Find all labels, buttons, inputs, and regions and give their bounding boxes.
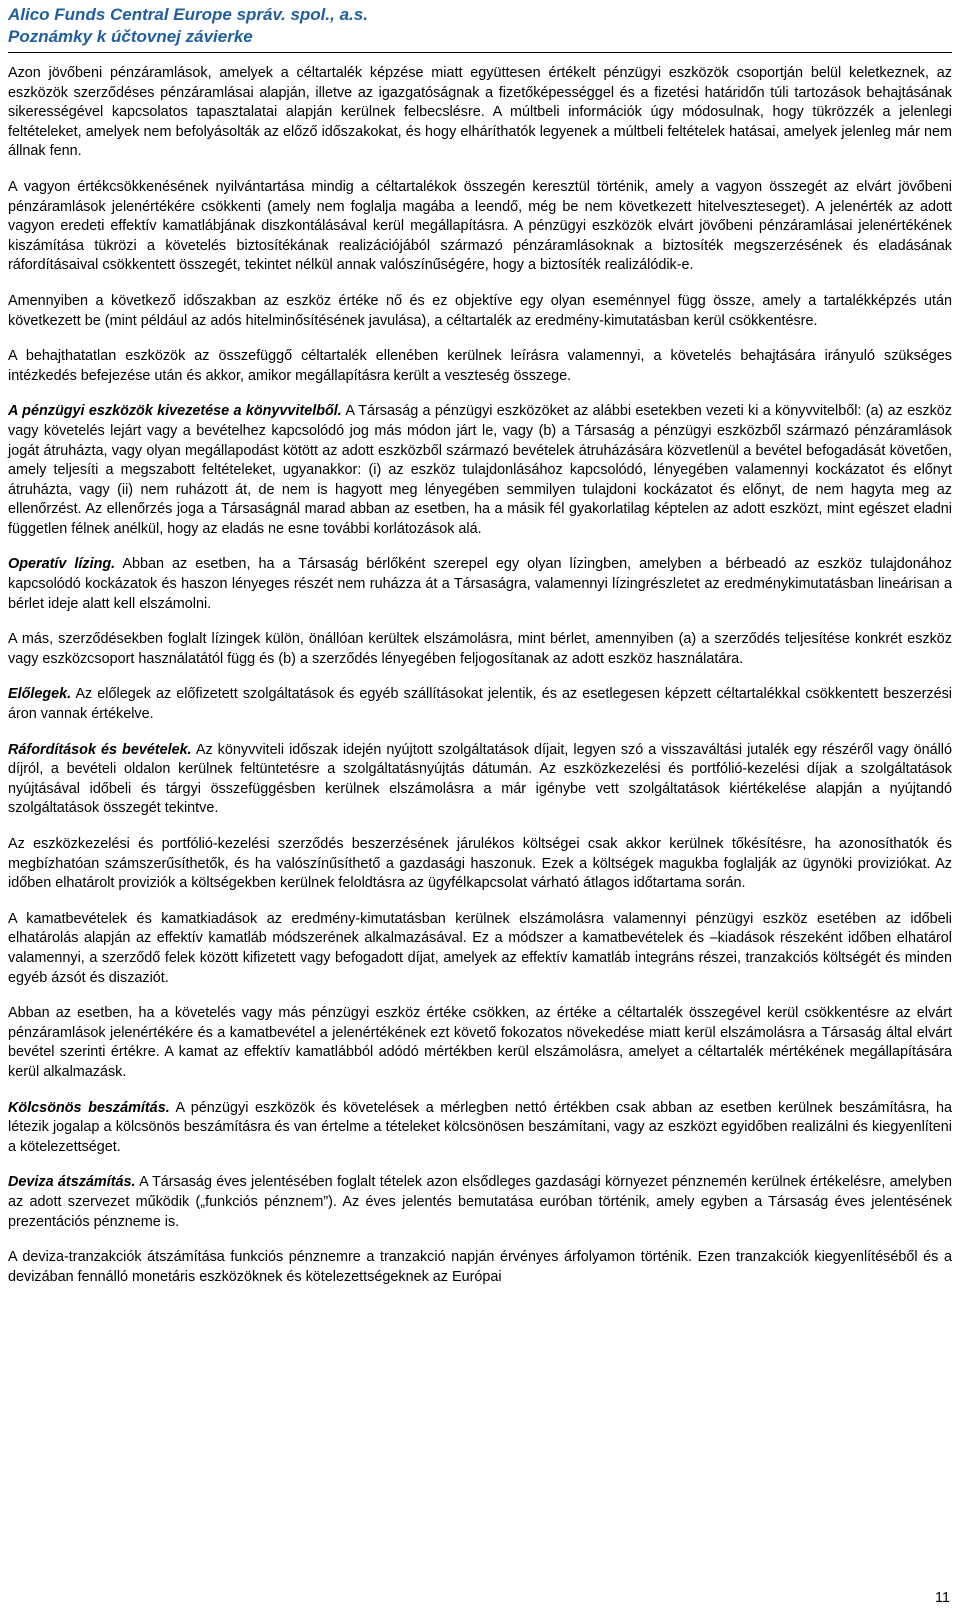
paragraph-text: A vagyon értékcsökkenésének nyilvántartása mindig a céltartalékok összegén keresztül történik, amely a vagyon összegét az elvárt jövőbeni pénzáramlások jelenértékére csökkenti (amely nem foglalja magába a leendő, még be nem következett hitelveszteseget). A jelenérték az adott vagyon eredeti effektív kamatlábjának diszkontálásával kerül megállapításra. A pénzügyi eszközök elvárt jövőbeni pénzáramlásai jelenértékének kiszámítása tükrözi a követelés biztosítékának realizációjából származó pénzáramlásoknak a biztosíték megszerzésének és eladásának ráfordításaival csökkentett összegét, tekintet nélkül annak valószínűségére, hogy a biztosíték realizálódik-e.: [8, 178, 952, 274]
paragraph: [8, 347, 952, 386]
paragraph-text: Amennyiben a következő időszakban az eszköz értéke nő és ez objektíve egy olyan eseménnyel függ össze, amely a tartalékképzés után következett be (mint például az adós hitelminősítésének javulása), a céltartalék az eredmény-kimutatásban kerül csökkentésre.: [8, 292, 952, 329]
paragraph: [8, 292, 952, 331]
paragraph: [8, 64, 952, 162]
paragraph: [8, 178, 952, 276]
paragraph-heading: Deviza átszámítás.: [8, 1174, 136, 1191]
paragraph-heading: A pénzügyi eszközök kivezetése a könyvvitelből.: [8, 403, 342, 420]
paragraph-text: A más, szerződésekben foglalt lízingek külön, önállóan kerültek elszámolásra, mint bérlet, amennyiben (a) a szerződés teljesítése konkrét eszköz vagy eszközcsoport használatától függ és (b) a szerződés lényegében feljogosítanak az adott eszköz használatára.: [8, 631, 952, 667]
paragraph-heading: Operatív lízing.: [8, 556, 116, 573]
header-rule: [8, 52, 952, 53]
page-header: [8, 4, 952, 48]
paragraph: [8, 402, 952, 539]
paragraph-text: A pénzügyi eszközök és követelések a mérlegben nettó értékben csak abban az esetben kerülnek beszámításra, ha létezik jogalap a kölcsönös beszámításra és van értelme a tételeket kölcsönösen beszámítani, vagy az eszközt egyidőben realizálni és kiegyenlíteni a kötelezettséget.: [8, 1099, 952, 1155]
paragraph-text: A behajthatatlan eszközök az összefüggő céltartalék ellenében kerülnek leírásra valamennyi, a követelés behajtására irányuló szükséges intézkedés befejezése után és akkor, amikor megállapításra került a veszteség összege.: [8, 348, 952, 384]
paragraph: [8, 685, 952, 724]
company-name: Alico Funds Central Europe správ. spol., a.s.: [8, 5, 368, 24]
paragraph: [8, 1248, 952, 1287]
paragraph-text: Abban az esetben, ha a követelés vagy más pénzügyi eszköz értéke csökken, az értéke a céltartalék összegével kerül csökkentésre az elvárt pénzáramlások jelenértékére és a kamatbevétel a jelenértékének ezt követő fokozatos növekedése miatt kerül elszámolásra a Társaság által elvárt bevétel szerinti értékre. A kamat az effektív kamatlábból adódó mértékben kerül elszámolásra, amelyet a céltartalék mértékének megállapítására kerül alkalmazásk.: [8, 1005, 952, 1080]
paragraph-text: A kamatbevételek és kamatkiadások az eredmény-kimutatásban kerülnek elszámolásra valamennyi pénzügyi eszköz esetében az időbeli elhatárolás alapján az effektív kamatláb módszerének alkalmazásával. Ez a módszer a kamatbevételek és –kiadások részeként időben elhatárol valamennyi, a szerződő felek között kifizetett vagy befogadott díjat, amelyek az effektív kamatláb integráns részei, tranzakciós költségét és minden egyéb ázsót és diszaziót.: [8, 910, 952, 986]
paragraph: [8, 741, 952, 819]
document-body: [8, 64, 952, 1303]
paragraph: [8, 630, 952, 669]
paragraph-heading: Kölcsönös beszámítás.: [8, 1099, 170, 1116]
paragraph-text: Azon jövőbeni pénzáramlások, amelyek a céltartalék képzése miatt együttesen értékelt pénzügyi eszközök csoportján belül keletkeznek, az eszközök szerződéses pénzáramlásai alapján, illetve az igazgatóságnak a fizetőképességgel és a fizetési határidőn túli tartozások behajtásának sikerességével kapcsolatos tapasztalatai alapján kerülnek felbecslésre. A múltbeli információk úgy módosulnak, hogy tükrözzék a jelenlegi feltételeket, amelyek nem befolyásolták az előző időszakokat, és hogy elháríthatók legyenek a múltbeli feltételek hatásai, amelyek jelenleg már nem állnak fenn.: [8, 65, 952, 160]
paragraph: [8, 555, 952, 614]
paragraph-text: Az könyvviteli időszak idején nyújtott szolgáltatások díjait, legyen szó a visszaváltási jutalék egy részéről vagy önálló díjról, a bevételi oldalon kerülnek feltüntetésre a szolgáltatásnyújtás dátumán. Az eszközkezelési és portfólió-kezelési díjak a szolgáltatások nyújtásával időbeli és tárgyi összefüggésben kerülnek elszámolásra a már igénybe vett szolgáltatások kiértékelése alapján a nyújtandó szolgáltatások összegét tekintve.: [8, 741, 952, 817]
paragraph: [8, 835, 952, 894]
paragraph: [8, 1099, 952, 1158]
paragraph-text: A deviza-tranzakciók átszámítása funkciós pénznemre a tranzakció napján érvényes árfolyamon történik. Ezen tranzakciók kiegyenlítéséből és a devizában fennálló monetáris eszközöknek és kötelezettségeknek az Európai: [8, 1249, 952, 1285]
paragraph-heading: Ráfordítások és bevételek.: [8, 741, 192, 758]
paragraph-text: Az eszközkezelési és portfólió-kezelési szerződés beszerzésének járulékos költségei csak akkor kerülnek tőkésítésre, ha azonosíthatók és megbízhatóan számszerűsíthetők, és ha valószínűsíthető a gazdasági haszonuk. Ezek a költségek magukba foglalják az ügynöki proviziókat. Az időben elhatárolt proviziók a költségekben kerülnek feloldtásra az ügyfélkapcsolat várható átlagos időtartama során.: [8, 836, 952, 892]
paragraph-text: Abban az esetben, ha a Társaság bérlőként szerepel egy olyan lízingben, amelyben a bérbeadó az eszköz tulajdonához kapcsolódó kockázatok és haszon lényeges részét nem ruházza át a Társaságra, valamennyi lízingrészletet az eredménykimutatásban lineárisan a bérlet ideje alatt kell elszámolni.: [8, 556, 952, 612]
paragraph: [8, 1173, 952, 1232]
paragraph: [8, 910, 952, 988]
paragraph: [8, 1004, 952, 1082]
paragraph-text: A Társaság éves jelentésében foglalt tételek azon elsődleges gazdasági környezet pénznemén kerülnek értékelésre, amelyben az adott szervezet működik („funkciós pénznem”). Az éves jelentés bemutatása euróban történik, amely egyben a Társaság éves jelentésének prezentációs pénzneme is.: [8, 1174, 952, 1230]
page-number: 11: [935, 1590, 950, 1606]
section-title: Poznámky k účtovnej závierke: [8, 27, 253, 46]
paragraph-text: A Társaság a pénzügyi eszközöket az alábbi esetekben vezeti ki a könyvvitelből: (a) az eszköz vagy követelés lejárt vagy a bevételhez kapcsolódó jog más módon járt le, vagy (b) a Társaság a pénzügyi eszközből származó pénzáramlások jogát átruházta, vagy olyan megállapodást kötött az adott eszközből származó bevételek átruházására közvetlenül a bevétel befogadását követően, amely teljesíti a megszabott feltételeket, ugyanakkor: (i) az eszköz tulajdonlásához kapcsolódó, lényegében valamennyi kockázatot és előnyt átruházta, vagy (ii) nem ruházott át, de nem is hagyott meg lényegében semmilyen tulajdoni kockázatot és előnyt, de nem hagyta meg az ellenőrzést. Az ellenőrzés joga a Társaságnál marad abban az esetben, ha a másik fél gyakorlatilag képtelen az adott eszközt, mint egészet eladni független félnek anélkül, hogy az eladás ne esne további korlátozások alá.: [8, 403, 952, 537]
paragraph-text: Az előlegek az előfizetett szolgáltatások és egyéb szállításokat jelentik, és az esetlegesen képzett céltartalékkal csökkentett beszerzési áron vannak értékelve.: [8, 686, 952, 723]
paragraph-heading: Előlegek.: [8, 686, 72, 703]
